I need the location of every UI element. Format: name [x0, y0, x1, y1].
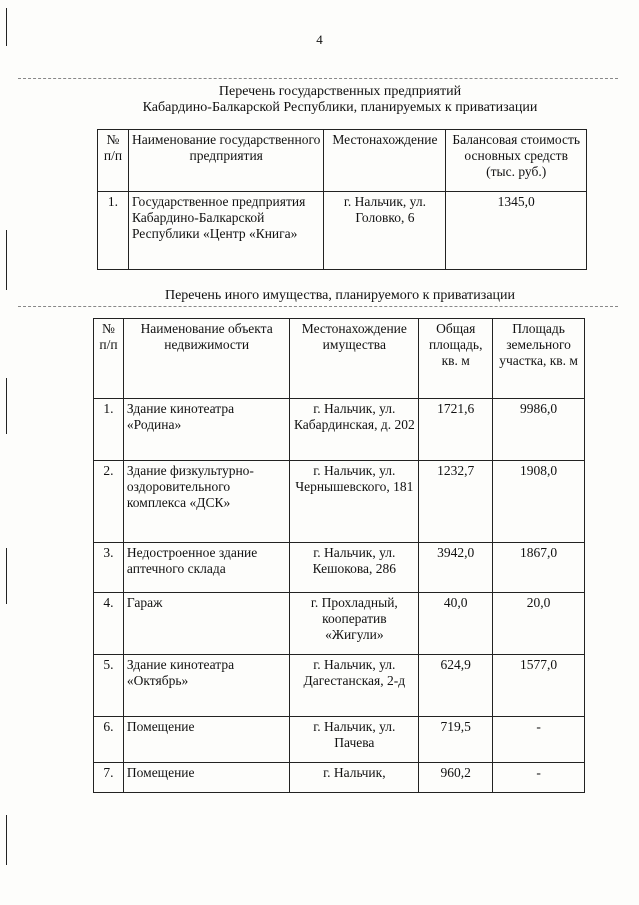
row-num: 5.: [94, 655, 124, 717]
table-row: [94, 655, 585, 717]
row-location: г. Нальчик, ул. Кешокова, 286: [290, 543, 419, 593]
row-land: 1908,0: [493, 461, 585, 543]
table-row: [98, 192, 587, 270]
row-location: г. Нальчик, ул. Пачева: [290, 717, 419, 763]
table-row: [94, 763, 585, 793]
section2-title: Перечень иного имущества, планируемого к приватизации: [164, 288, 516, 303]
row-land: 1577,0: [493, 655, 585, 717]
table-row: [94, 717, 585, 763]
scan-mark: [6, 815, 7, 865]
header-value: Балансовая стоимость основных средств (тыс. руб.): [446, 130, 587, 192]
row-area: 624,9: [419, 655, 493, 717]
page-number: 4: [316, 32, 323, 47]
row-area: 719,5: [419, 717, 493, 763]
table-row: [94, 543, 585, 593]
row-location: г. Нальчик, ул. Кабардинская, д. 202: [290, 399, 419, 461]
row-location: г. Нальчик, ул. Дагестанская, 2-д: [290, 655, 419, 717]
row-land: -: [493, 717, 585, 763]
row-num: 1.: [94, 399, 124, 461]
header-num: № п/п: [98, 130, 129, 192]
scan-mark: [6, 230, 7, 290]
row-name: Государственное предприятия Кабардино-Балкарской Республики «Центр «Книга»: [128, 192, 324, 270]
row-land: -: [493, 763, 585, 793]
header-area: Общая площадь, кв. м: [419, 319, 493, 399]
scan-mark: [6, 378, 7, 434]
row-location: г. Нальчик, ул. Головко, 6: [324, 192, 446, 270]
row-land: 1867,0: [493, 543, 585, 593]
table-row: [94, 593, 585, 655]
row-area: 1721,6: [419, 399, 493, 461]
scan-line: [18, 306, 618, 307]
row-name: Помещение: [123, 763, 290, 793]
row-num: 7.: [94, 763, 124, 793]
row-num: 4.: [94, 593, 124, 655]
row-num: 2.: [94, 461, 124, 543]
row-name: Помещение: [123, 717, 290, 763]
table-row: [94, 399, 585, 461]
scan-line: [18, 78, 618, 79]
header-land: Площадь земельного участка, кв. м: [493, 319, 585, 399]
section1-title-line2: Кабардино-Балкарской Республики, планируемых к приватизации: [142, 100, 538, 115]
row-location: г. Нальчик,: [290, 763, 419, 793]
header-location: Местонахождение: [324, 130, 446, 192]
scan-mark: [6, 548, 7, 604]
header-name: Наименование государственного предприятия: [128, 130, 324, 192]
row-name: Недостроенное здание аптечного склада: [123, 543, 290, 593]
row-area: 960,2: [419, 763, 493, 793]
row-value: 1345,0: [446, 192, 587, 270]
row-name: Гараж: [123, 593, 290, 655]
row-name: Здание кинотеатра «Октябрь»: [123, 655, 290, 717]
row-num: 6.: [94, 717, 124, 763]
header-location: Местонахождение имущества: [290, 319, 419, 399]
row-num: 1.: [98, 192, 129, 270]
enterprises-table: [97, 129, 587, 270]
row-area: 3942,0: [419, 543, 493, 593]
table-row: [94, 461, 585, 543]
row-area: 40,0: [419, 593, 493, 655]
row-location: г. Нальчик, ул. Чернышевского, 181: [290, 461, 419, 543]
row-name: Здание физкультурно-оздоровительного комплекса «ДСК»: [123, 461, 290, 543]
table-header-row: [94, 319, 585, 399]
row-land: 9986,0: [493, 399, 585, 461]
header-num: № п/п: [94, 319, 124, 399]
row-name: Здание кинотеатра «Родина»: [123, 399, 290, 461]
row-area: 1232,7: [419, 461, 493, 543]
row-location: г. Прохладный, кооператив «Жигули»: [290, 593, 419, 655]
table-header-row: [98, 130, 587, 192]
header-name: Наименование объекта недвижимости: [123, 319, 290, 399]
row-num: 3.: [94, 543, 124, 593]
row-land: 20,0: [493, 593, 585, 655]
section1-title-line1: Перечень государственных предприятий: [218, 84, 462, 99]
property-table: [93, 318, 585, 793]
